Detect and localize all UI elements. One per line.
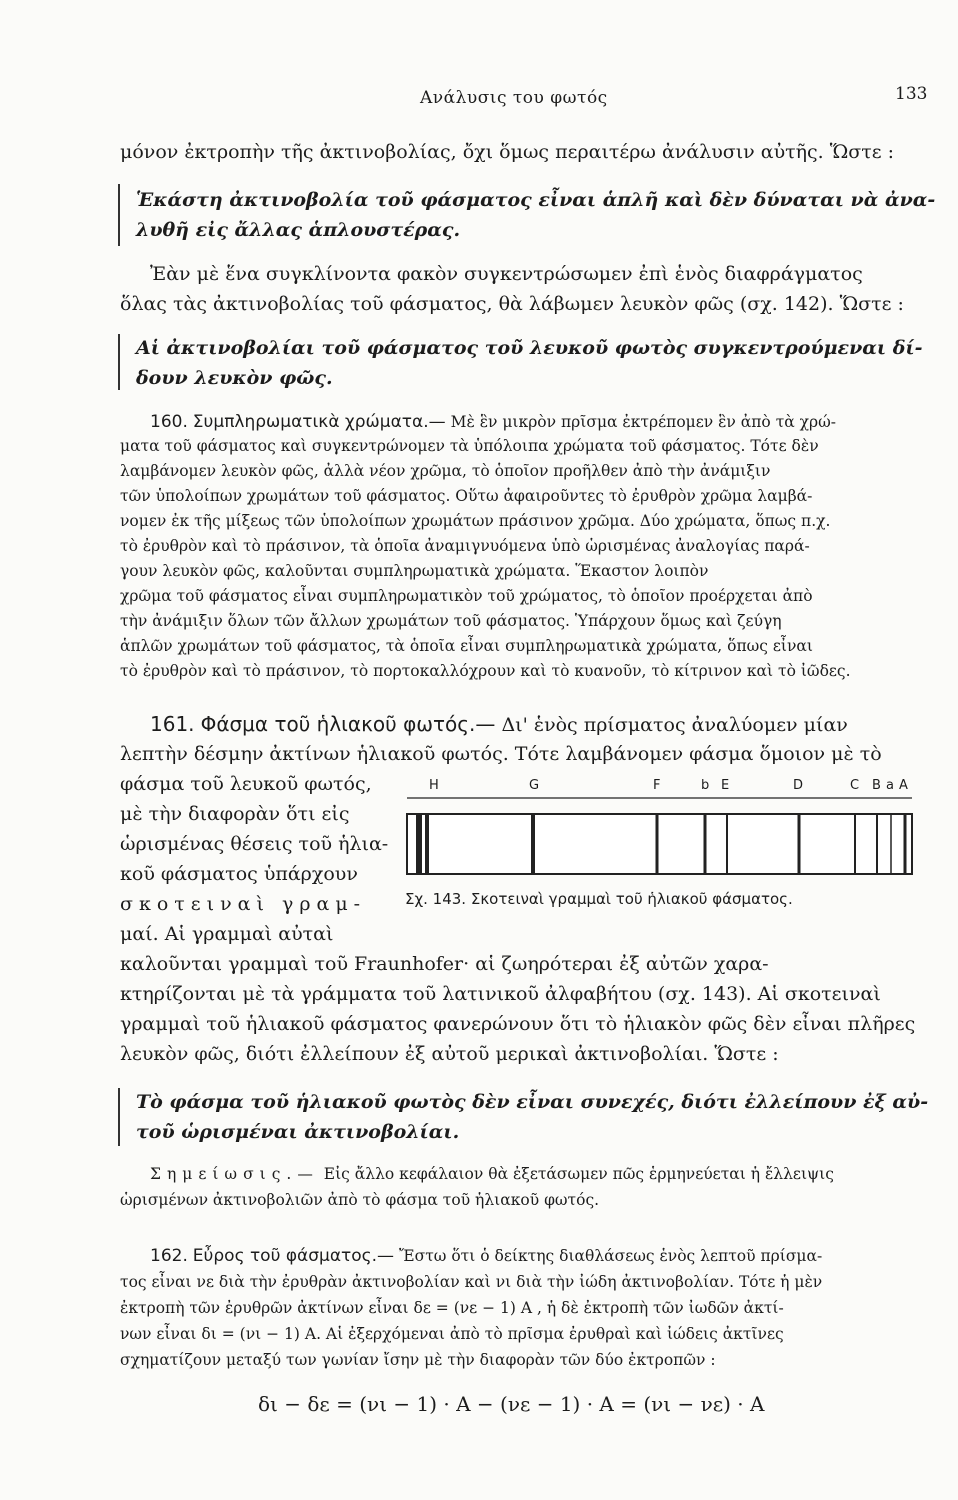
- principle-3-line-2: τοῦ ὡρισμέναι ἀκτινοβολίαι.: [136, 1121, 460, 1143]
- section-title: Φάσμα τοῦ ἡλιακοῦ φωτός.—: [200, 712, 496, 736]
- note-line-2: ὡρισμένων ἀκτινοβολιῶν ἀπὸ τὸ φάσμα τοῦ ἡλιακοῦ φωτός.: [120, 1191, 600, 1209]
- page-number: 133: [895, 84, 928, 104]
- running-title: Ανάλυσις του φωτός: [420, 88, 608, 108]
- paragraph-line: λαμβάνομεν λευκὸν φῶς, ἀλλὰ νέον χρῶμα, τὸ ὁποῖον προῆλθεν ἀπὸ τὴν ἀνάμιξιν: [120, 462, 771, 480]
- paragraph-line-narrow: σκοτειναὶ γραμ-: [120, 893, 367, 915]
- principle-3-line-1: Τὸ φάσμα τοῦ ἡλιακοῦ φωτὸς δὲν εἶναι συνεχές, διότι ἐλλείπουν ἐξ αὐ-: [136, 1091, 929, 1113]
- principle-2-line-2: δουν λευκὸν φῶς.: [136, 367, 333, 389]
- paragraph-line-narrow: φάσμα τοῦ λευκοῦ φωτός,: [120, 773, 372, 795]
- line-label-H: H: [429, 778, 439, 793]
- paragraph-line-narrow: κοῦ φάσματος ὑπάρχουν: [120, 863, 358, 885]
- line-label-b: b: [701, 778, 710, 793]
- paragraph-line: ὅλας τὰς ἀκτινοβολίας τοῦ φάσματος, θὰ λάβωμεν λευκὸν φῶς (σχ. 142). Ὥστε :: [120, 293, 904, 315]
- section-number: 160.: [150, 412, 188, 432]
- margin-bar: [118, 1088, 120, 1146]
- section-number: 161.: [150, 712, 195, 736]
- paragraph-line: γραμμαὶ τοῦ ἡλιακοῦ φάσματος φανερώνουν ὅτι τὸ ἡλιακὸν φῶς δὲν εἶναι πλῆρες: [120, 1013, 916, 1035]
- paragraph-line: κτηρίζονται μὲ τὰ γράμματα τοῦ λατινικοῦ ἀλφαβήτου (σχ. 143). Αἱ σκοτειναὶ: [120, 983, 881, 1005]
- paragraph-line: τος εἶναι νε διὰ τὴν ἐρυθρὰν ἀκτινοβολίαν καὶ νι διὰ τὴν ἰώδη ἀκτινοβολίαν. Τότε ἡ μὲν: [120, 1273, 823, 1291]
- line-label-a: a: [886, 778, 894, 793]
- paragraph-line: ἁπλῶν χρωμάτων τοῦ φάσματος, τὰ ὁποῖα εἶναι συμπληρωματικὰ χρώματα, ὅπως εἶναι: [120, 637, 813, 655]
- note-text: Εἰς ἄλλο κεφάλαιον θὰ ἐξετάσωμεν πῶς ἑρμηνεύεται ἡ ἔλλειψις: [323, 1165, 834, 1183]
- paragraph-text: Μὲ ἓν μικρὸν πρῖσμα ἐκτρέπομεν ἓν ἀπὸ τὰ χρώ-: [450, 413, 837, 431]
- paragraph-line-narrow: μαί. Αἱ γραμμαὶ αὐταὶ: [120, 923, 334, 945]
- paragraph-line: τὴν ἀνάμιξιν ὅλων τῶν ἄλλων χρωμάτων τοῦ φάσματος. Ὑπάρχουν ὅμως καὶ ζεύγη: [120, 612, 782, 630]
- paragraph-line: νων εἶναι δι = (νι − 1) A. Αἱ ἐξερχόμεναι ἀπὸ τὸ πρῖσμα ἐρυθραὶ καὶ ἰώδεις ἀκτῖνες: [120, 1325, 784, 1343]
- line-label-B: B: [872, 778, 881, 793]
- paragraph-line: ματα τοῦ φάσματος καὶ συγκεντρώνομεν τὰ ὑπόλοιπα χρώματα τοῦ φάσματος. Τότε δὲν: [120, 437, 819, 455]
- figure-143: [405, 778, 920, 908]
- paragraph-line: σχηματίζουν μεταξύ των γωνίαν ἴσην μὲ τὴν διαφορὰν τῶν δύο ἐκτροπῶν :: [120, 1351, 716, 1369]
- page-header: [0, 84, 958, 118]
- paragraph-line-narrow: μὲ τὴν διαφορὰν ὅτι εἰς: [120, 803, 350, 825]
- paragraph-line: Ἐὰν μὲ ἕνα συγκλίνοντα φακὸν συγκεντρώσωμεν ἐπὶ ἑνὸς διαφράγματος: [150, 263, 863, 285]
- line-label-E: E: [721, 778, 730, 793]
- section-162-heading-line: [150, 1246, 822, 1266]
- principle-1-line-1: Ἑκάστη ἀκτινοβολία τοῦ φάσματος εἶναι ἁπλῆ καὶ δὲν δύναται νὰ ἀνα-: [136, 189, 936, 211]
- line-label-A: A: [899, 778, 908, 793]
- margin-bar: [118, 334, 120, 390]
- intro-line: μόνον ἐκτροπὴν τῆς ἀκτινοβολίας, ὄχι ὅμως περαιτέρω ἀνάλυσιν αὐτῆς. Ὥστε :: [120, 141, 895, 163]
- margin-bar: [118, 184, 120, 246]
- section-title: Εὖρος τοῦ φάσματος.—: [192, 1246, 395, 1266]
- formula: δι − δε = (νι − 1) · A − (νε − 1) · A = (νι − νε) · A: [258, 1392, 765, 1416]
- paragraph-line: τὸ ἐρυθρὸν καὶ τὸ πράσινον, τὸ πορτοκαλλόχρουν καὶ τὸ κυανοῦν, τὸ κίτρινον καὶ τὸ ἰῶδες.: [120, 662, 851, 680]
- paragraph-line: χρῶμα τοῦ φάσματος εἶναι συμπληρωματικὸν τοῦ χρώματος, τὸ ὁποῖον προέρχεται ἀπὸ: [120, 587, 813, 605]
- note-label: Σημείωσις.—: [150, 1165, 319, 1183]
- section-160-heading-line: [150, 412, 836, 432]
- figure-caption: Σχ. 143. Σκοτειναὶ γραμμαὶ τοῦ ἡλιακοῦ φάσματος.: [405, 890, 793, 908]
- paragraph-line: τὸ ἐρυθρὸν καὶ τὸ πράσινον, τὰ ὁποῖα ἀναμιγνυόμενα ὑπὸ ὡρισμένας ἀναλογίας παρά-: [120, 537, 810, 555]
- paragraph-line: καλοῦνται γραμμαὶ τοῦ Fraunhofer· αἱ ζωηρότεραι ἐξ αὐτῶν χαρα-: [120, 953, 769, 975]
- principle-2-line-1: Αἱ ἀκτινοβολίαι τοῦ φάσματος τοῦ λευκοῦ φωτὸς συγκεντρούμεναι δί-: [136, 337, 923, 359]
- paragraph-text: Δι' ἑνὸς πρίσματος ἀναλύομεν μίαν: [501, 714, 848, 736]
- paragraph-text: Ἔστω ὅτι ὁ δείκτης διαθλάσεως ἑνὸς λεπτοῦ πρίσμα-: [399, 1247, 823, 1265]
- section-number: 162.: [150, 1246, 188, 1266]
- line-label-F: F: [653, 778, 661, 793]
- section-title: Συμπληρωματικὰ χρώματα.—: [192, 412, 446, 432]
- section-161-heading-line: [150, 712, 848, 737]
- principle-1-line-2: λυθῆ εἰς ἄλλας ἁπλουστέρας.: [136, 219, 461, 241]
- paragraph-line: γουν λευκὸν φῶς, καλοῦνται συμπληρωματικὰ χρώματα. Ἕκαστον λοιπὸν: [120, 562, 709, 580]
- spectrum-band: [407, 814, 912, 874]
- line-label-C: C: [850, 778, 860, 793]
- note-line-1: [150, 1164, 834, 1184]
- paragraph-line: λεπτὴν δέσμην ἀκτίνων ἡλιακοῦ φωτός. Τότε λαμβάνομεν φάσμα ὅμοιον μὲ τὸ: [120, 743, 882, 765]
- line-label-D: D: [793, 778, 804, 793]
- paragraph-line: τῶν ὑπολοίπων χρωμάτων τοῦ φάσματος. Οὕτω ἀφαιροῦντες τὸ ἐρυθρὸν χρῶμα λαμβά-: [120, 487, 813, 505]
- spectrum-diagram: [405, 778, 920, 878]
- line-label-G: G: [529, 778, 540, 793]
- paragraph-line: ἐκτροπὴ τῶν ἐρυθρῶν ἀκτίνων εἶναι δε = (νε − 1) A , ἡ δὲ ἐκτροπὴ τῶν ἰωδῶν ἀκτί-: [120, 1299, 784, 1317]
- paragraph-line: νομεν ἐκ τῆς μίξεως τῶν ὑπολοίπων χρωμάτων πράσινον χρῶμα. Δύο χρώματα, ὅπως π.χ.: [120, 512, 831, 530]
- paragraph-line-narrow: ὡρισμένας θέσεις τοῦ ἡλια-: [120, 833, 389, 855]
- paragraph-line: λευκὸν φῶς, διότι ἐλλείπουν ἐξ αὐτοῦ μερικαὶ ἀκτινοβολίαι. Ὥστε :: [120, 1043, 779, 1065]
